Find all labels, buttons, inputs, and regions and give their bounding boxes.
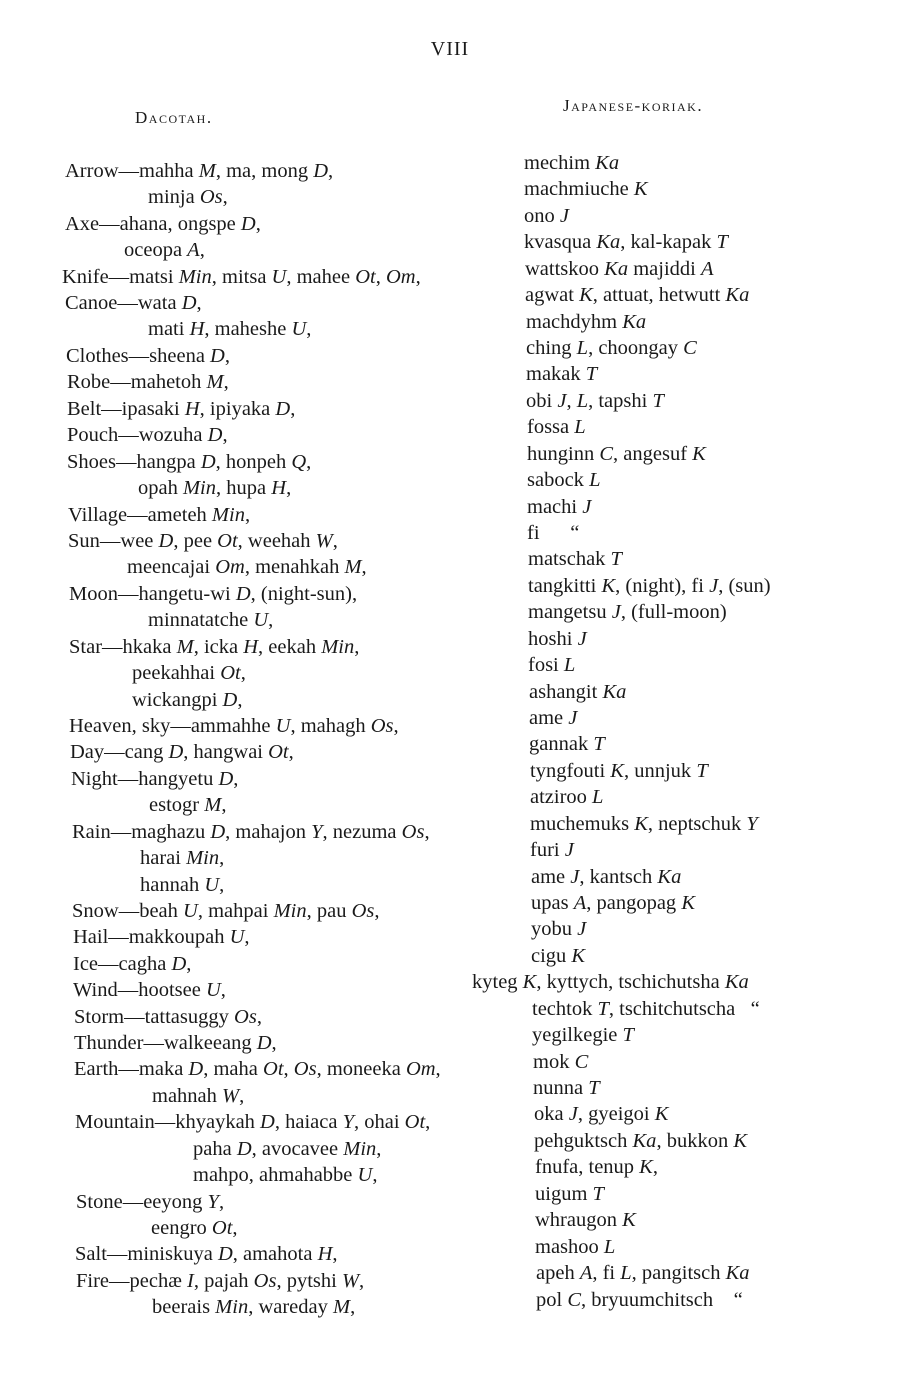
japanese-koriak-entry-line: makak T bbox=[526, 363, 598, 385]
dacotah-entry-line: Fire—pechæ I, pajah Os, pytshi W, bbox=[76, 1270, 365, 1292]
japanese-koriak-entry-line: hoshi J bbox=[528, 628, 587, 650]
dacotah-entry-line: Thunder—walkeeang D, bbox=[74, 1032, 277, 1054]
japanese-koriak-entry-line: sabock L bbox=[527, 469, 601, 491]
dacotah-entry-line: Day—cang D, hangwai Ot, bbox=[70, 741, 294, 763]
dacotah-entry-line: minja Os, bbox=[148, 186, 228, 208]
japanese-koriak-entry-line: wattskoo Ka majiddi A bbox=[525, 258, 714, 280]
japanese-koriak-entry-line: kyteg K, kyttych, tschichutsha Ka bbox=[472, 971, 749, 993]
japanese-koriak-entry-line: techtok T, tschitchutscha “ bbox=[532, 998, 760, 1020]
dacotah-entry-line: peekahhai Ot, bbox=[132, 662, 246, 684]
dacotah-entry-line: Snow—beah U, mahpai Min, pau Os, bbox=[72, 900, 380, 922]
dacotah-entry-line: Arrow—mahha M, ma, mong D, bbox=[65, 160, 334, 182]
japanese-koriak-entry-line: yegilkegie T bbox=[532, 1024, 634, 1046]
dacotah-entry-line: Robe—mahetoh M, bbox=[67, 371, 229, 393]
japanese-koriak-entry-line: machmiuche K bbox=[524, 178, 648, 200]
japanese-koriak-entry-line: fnufa, tenup K, bbox=[535, 1156, 658, 1178]
japanese-koriak-entry-line: mashoo L bbox=[535, 1236, 616, 1258]
japanese-koriak-entry-line: muchemuks K, neptschuk Y bbox=[530, 813, 758, 835]
japanese-koriak-entry-line: gannak T bbox=[529, 733, 605, 755]
dacotah-entry-line: estogr M, bbox=[149, 794, 227, 816]
dacotah-entry-line: Moon—hangetu-wi D, (night-sun), bbox=[69, 583, 358, 605]
dacotah-entry-line: Mountain—khyaykah D, haiaca Y, ohai Ot, bbox=[75, 1111, 431, 1133]
dacotah-entry-line: Knife—matsi Min, mitsa U, mahee Ot, Om, bbox=[62, 266, 421, 288]
dacotah-entry-line: opah Min, hupa H, bbox=[138, 477, 292, 499]
dacotah-entry-line: hannah U, bbox=[140, 874, 225, 896]
dacotah-entry-line: beerais Min, wareday M, bbox=[152, 1296, 356, 1318]
dacotah-entry-line: Earth—maka D, maha Ot, Os, moneeka Om, bbox=[74, 1058, 441, 1080]
dacotah-entry-line: paha D, avocavee Min, bbox=[193, 1138, 382, 1160]
japanese-koriak-entry-line: tangkitti K, (night), fi J, (sun) bbox=[528, 575, 771, 597]
dacotah-entry-line: Heaven, sky—ammahhe U, mahagh Os, bbox=[69, 715, 399, 737]
japanese-koriak-entry-line: upas A, pangopag K bbox=[531, 892, 695, 914]
dacotah-entry-line: Storm—tattasuggy Os, bbox=[74, 1006, 262, 1028]
japanese-koriak-entry-line: obi J, L, tapshi T bbox=[526, 390, 664, 412]
japanese-koriak-entry-line: cigu K bbox=[531, 945, 586, 967]
japanese-koriak-entry-line: ching L, choongay C bbox=[526, 337, 697, 359]
japanese-koriak-entry-line: machi J bbox=[527, 496, 592, 518]
dacotah-entry-line: mahpo, ahmahabbe U, bbox=[193, 1164, 378, 1186]
japanese-koriak-entry-line: kvasqua Ka, kal-kapak T bbox=[524, 231, 728, 253]
column-heading-japanese-koriak: Japanese-koriak. bbox=[563, 96, 704, 115]
dacotah-entry-line: eengro Ot, bbox=[151, 1217, 238, 1239]
dacotah-entry-line: Night—hangyetu D, bbox=[71, 768, 239, 790]
japanese-koriak-entry-line: ame J bbox=[529, 707, 578, 729]
dacotah-entry-line: harai Min, bbox=[140, 847, 225, 869]
dacotah-entry-line: Hail—makkoupah U, bbox=[73, 926, 250, 948]
dacotah-entry-line: mati H, maheshe U, bbox=[148, 318, 312, 340]
dacotah-entry-line: Village—ameteh Min, bbox=[68, 504, 251, 526]
japanese-koriak-entry-line: ono J bbox=[524, 205, 569, 227]
japanese-koriak-entry-line: mok C bbox=[533, 1051, 589, 1073]
japanese-koriak-entry-line: agwat K, attuat, hetwutt Ka bbox=[525, 284, 750, 306]
japanese-koriak-entry-line: whraugon K bbox=[535, 1209, 636, 1231]
japanese-koriak-entry-line: uigum T bbox=[535, 1183, 604, 1205]
dacotah-entry-line: wickangpi D, bbox=[132, 689, 243, 711]
japanese-koriak-entry-line: fi “ bbox=[527, 522, 580, 544]
japanese-koriak-entry-line: matschak T bbox=[528, 548, 622, 570]
japanese-koriak-entry-line: ashangit Ka bbox=[529, 681, 627, 703]
japanese-koriak-entry-line: mangetsu J, (full-moon) bbox=[528, 601, 727, 623]
dacotah-entry-line: Star—hkaka M, icka H, eekah Min, bbox=[69, 636, 360, 658]
japanese-koriak-entry-line: nunna T bbox=[533, 1077, 600, 1099]
dacotah-entry-line: Stone—eeyong Y, bbox=[76, 1191, 225, 1213]
dacotah-entry-line: Salt—miniskuya D, amahota H, bbox=[75, 1243, 338, 1265]
japanese-koriak-entry-line: mechim Ka bbox=[524, 152, 620, 174]
column-heading-dacotah: Dacotah. bbox=[135, 108, 213, 127]
dacotah-entry-line: minnatatche U, bbox=[148, 609, 274, 631]
japanese-koriak-entry-line: oka J, gyeigoi K bbox=[534, 1103, 669, 1125]
japanese-koriak-entry-line: pol C, bryuumchitsch “ bbox=[536, 1289, 743, 1311]
page-number: VIII bbox=[430, 38, 470, 60]
japanese-koriak-entry-line: pehguktsch Ka, bukkon K bbox=[534, 1130, 747, 1152]
japanese-koriak-entry-line: atziroo L bbox=[530, 786, 604, 808]
dacotah-entry-line: meencajai Om, menahkah M, bbox=[127, 556, 367, 578]
japanese-koriak-entry-line: furi J bbox=[530, 839, 574, 861]
dacotah-entry-line: Wind—hootsee U, bbox=[73, 979, 226, 1001]
dacotah-entry-line: Pouch—wozuha D, bbox=[67, 424, 228, 446]
japanese-koriak-entry-line: apeh A, fi L, pangitsch Ka bbox=[536, 1262, 750, 1284]
japanese-koriak-entry-line: yobu J bbox=[531, 918, 587, 940]
japanese-koriak-entry-line: hunginn C, angesuf K bbox=[527, 443, 706, 465]
dacotah-entry-line: Belt—ipasaki H, ipiyaka D, bbox=[67, 398, 296, 420]
dacotah-entry-line: mahnah W, bbox=[152, 1085, 245, 1107]
japanese-koriak-entry-line: machdyhm Ka bbox=[526, 311, 647, 333]
dacotah-entry-line: Shoes—hangpa D, honpeh Q, bbox=[67, 451, 312, 473]
dacotah-entry-line: oceopa A, bbox=[124, 239, 205, 261]
dacotah-entry-line: Clothes—sheena D, bbox=[66, 345, 230, 367]
japanese-koriak-entry-line: fossa L bbox=[527, 416, 586, 438]
japanese-koriak-entry-line: tyngfouti K, unnjuk T bbox=[530, 760, 708, 782]
dacotah-entry-line: Axe—ahana, ongspe D, bbox=[65, 213, 261, 235]
dacotah-entry-line: Sun—wee D, pee Ot, weehah W, bbox=[68, 530, 338, 552]
dacotah-entry-line: Ice—cagha D, bbox=[73, 953, 192, 975]
dacotah-entry-line: Rain—maghazu D, mahajon Y, nezuma Os, bbox=[72, 821, 430, 843]
japanese-koriak-entry-line: fosi L bbox=[528, 654, 576, 676]
dacotah-entry-line: Canoe—wata D, bbox=[65, 292, 202, 314]
japanese-koriak-entry-line: ame J, kantsch Ka bbox=[531, 866, 682, 888]
